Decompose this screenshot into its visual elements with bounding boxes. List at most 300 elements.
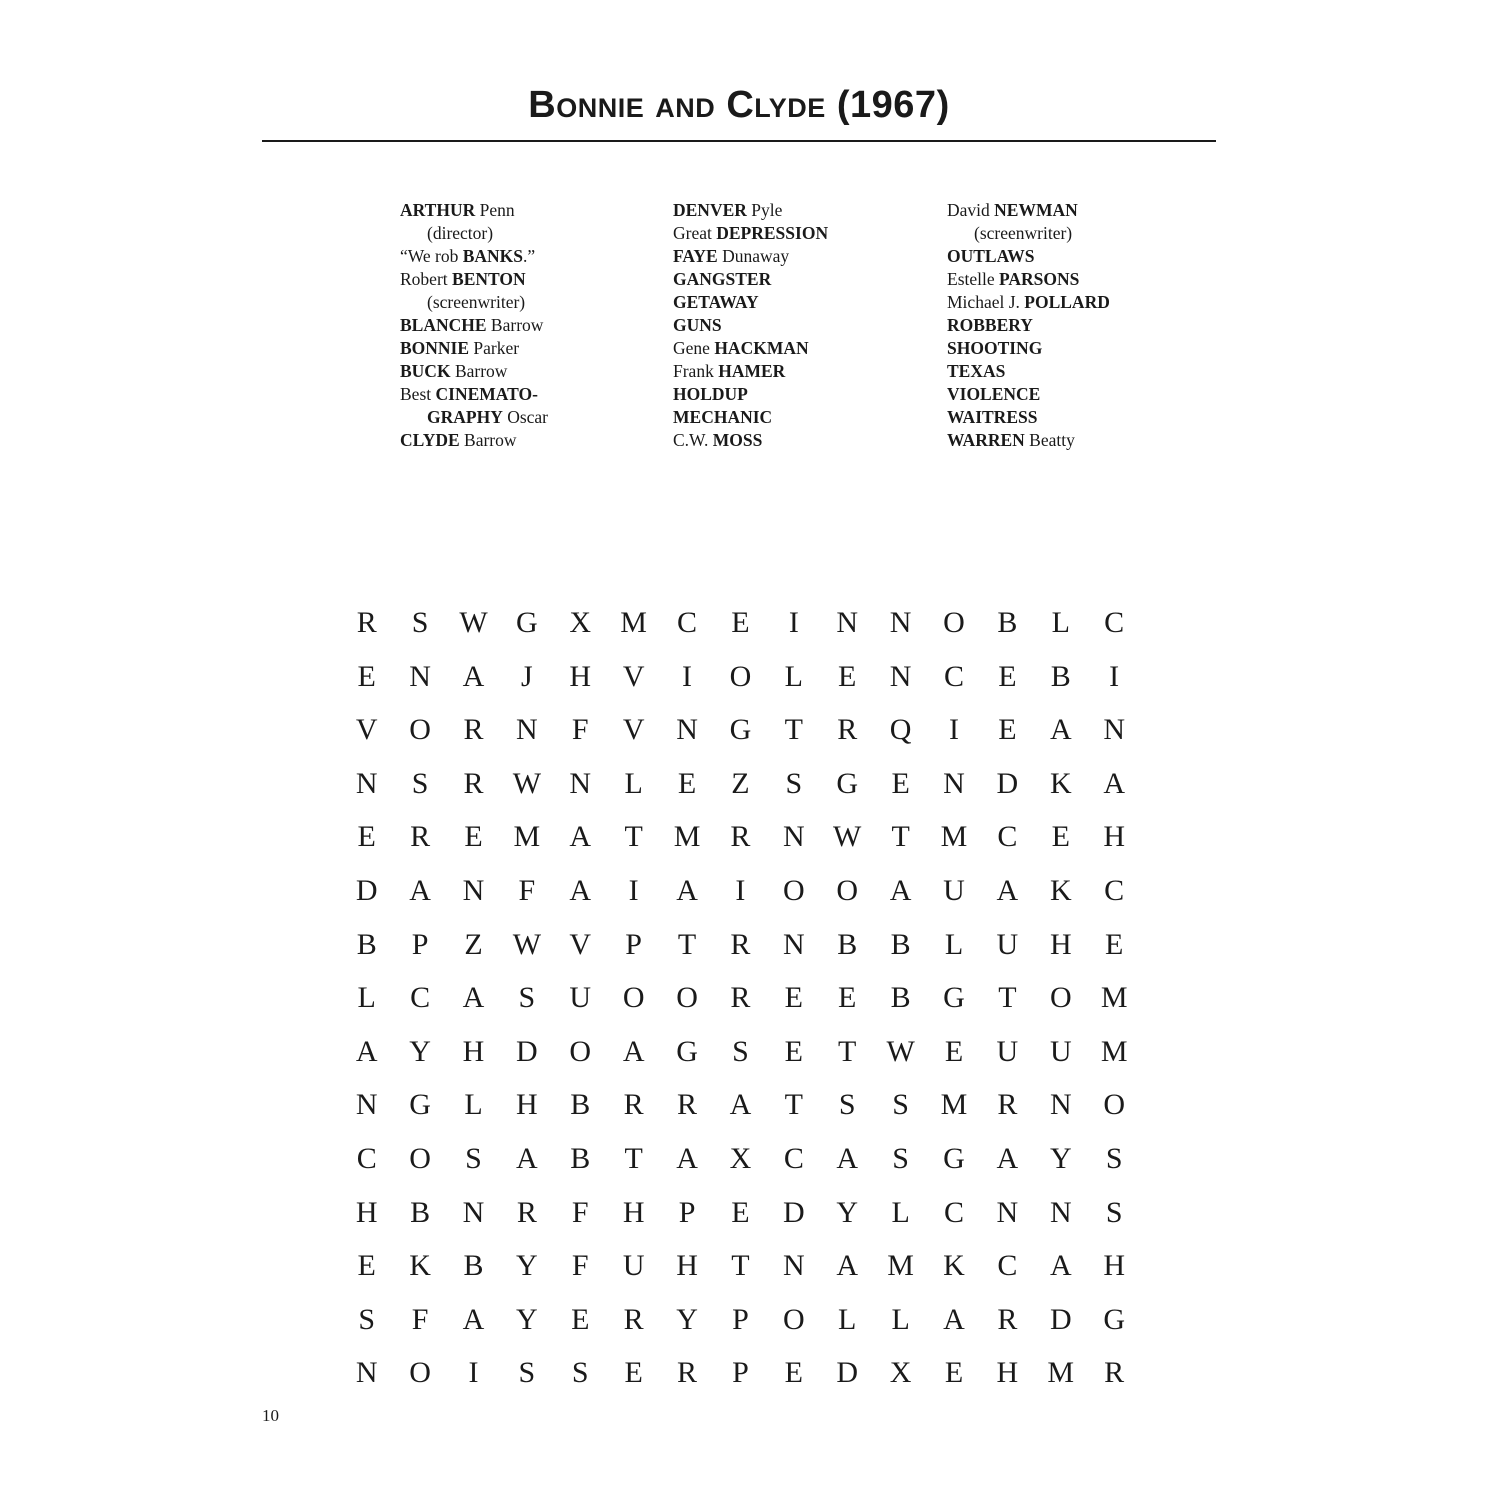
grid-letter: G <box>516 606 538 639</box>
grid-letter: A <box>1049 713 1072 747</box>
word-list-entry <box>673 337 933 360</box>
word-list-entry <box>947 360 1207 383</box>
grid-letter: O <box>409 713 431 747</box>
grid-letter: A <box>889 873 912 907</box>
word-list-entry <box>947 337 1207 360</box>
search-word: BONNIE <box>400 338 470 358</box>
grid-letter: R <box>677 1356 698 1390</box>
grid-letter: Q <box>889 713 912 747</box>
word-hint: Estelle <box>947 269 999 289</box>
search-word: ROBBERY <box>947 315 1033 335</box>
grid-letter: N <box>782 820 805 854</box>
grid-letter: I <box>628 873 639 907</box>
grid-letter: S <box>358 1302 376 1336</box>
grid-letter: E <box>944 1356 964 1390</box>
grid-letter: V <box>355 713 378 747</box>
grid-letter: L <box>624 766 643 800</box>
search-word: CLYDE <box>400 430 460 450</box>
grid-letter: N <box>516 713 538 747</box>
word-list-column-3 <box>947 199 1207 452</box>
grid-letter: N <box>889 659 912 693</box>
search-word: HACKMAN <box>714 338 809 358</box>
grid-letter: N <box>782 927 805 961</box>
word-hint: Pyle <box>746 200 783 220</box>
grid-letter: E <box>838 659 857 693</box>
grid-letter: R <box>410 820 431 854</box>
word-list-entry <box>400 245 660 268</box>
word-hint: Gene <box>673 338 715 358</box>
grid-letter: B <box>890 981 911 1015</box>
grid-letter: O <box>729 659 752 693</box>
word-hint: Great <box>673 223 717 243</box>
word-list-entry <box>673 383 933 406</box>
word-hint: Barrow <box>459 430 517 450</box>
word-list-entry <box>947 406 1207 429</box>
word-hint: (director) <box>427 223 494 243</box>
word-list-entry <box>673 222 933 245</box>
grid-letter: X <box>729 1141 752 1175</box>
grid-letter: Y <box>516 1302 538 1336</box>
word-list-entry <box>947 291 1207 314</box>
grid-letter: B <box>463 1249 484 1283</box>
search-word: NEWMAN <box>994 200 1078 220</box>
grid-letter: O <box>622 981 645 1015</box>
grid-letter: H <box>622 1195 645 1229</box>
grid-letter: D <box>836 1356 859 1390</box>
title-divider <box>262 140 1216 142</box>
grid-letter: I <box>948 713 959 747</box>
grid-letter: V <box>622 659 645 693</box>
word-hint: Barrow <box>450 361 508 381</box>
grid-letter: R <box>1104 1356 1125 1390</box>
grid-letter: L <box>357 981 376 1015</box>
grid-letter: U <box>1049 1034 1072 1068</box>
grid-letter: O <box>943 606 965 639</box>
grid-letter: B <box>570 1088 591 1122</box>
grid-letter: Y <box>676 1302 698 1336</box>
grid-letter: A <box>462 659 485 693</box>
grid-letter: H <box>1103 1249 1125 1283</box>
grid-letter: C <box>1104 873 1125 907</box>
search-word: OUTLAWS <box>947 246 1035 266</box>
grid-letter: E <box>624 1356 643 1390</box>
grid-letter: K <box>943 1249 965 1283</box>
word-hint: Penn <box>475 200 515 220</box>
grid-letter: R <box>356 606 377 639</box>
page-title: Bonnie and Clyde (1967) <box>528 84 950 126</box>
grid-letter: E <box>731 606 750 639</box>
grid-letter: E <box>838 981 857 1015</box>
grid-letter: D <box>516 1034 538 1068</box>
grid-letter: U <box>996 927 1019 961</box>
grid-letter: G <box>729 713 752 747</box>
word-list-column-1 <box>400 199 660 452</box>
word-hint: Parker <box>469 338 520 358</box>
grid-letter: G <box>943 1141 965 1175</box>
grid-letter: Z <box>464 927 483 961</box>
grid-letter: G <box>943 981 965 1015</box>
grid-letter: C <box>1104 606 1125 639</box>
word-list-entry <box>400 360 660 383</box>
grid-letter: H <box>462 1034 485 1068</box>
word-hint: “We rob <box>400 246 463 266</box>
grid-letter: I <box>682 659 693 693</box>
grid-letter: W <box>459 606 488 639</box>
word-list-entry <box>947 268 1207 291</box>
grid-letter: E <box>998 659 1017 693</box>
grid-letter: N <box>889 606 912 639</box>
grid-letter: E <box>357 820 376 854</box>
grid-letter: B <box>410 1195 431 1229</box>
grid-letter: R <box>997 1088 1018 1122</box>
grid-letter: E <box>677 766 697 800</box>
word-hint: (screenwriter) <box>974 223 1073 243</box>
word-list-entry <box>673 360 933 383</box>
grid-letter: M <box>673 820 701 854</box>
word-list-entry <box>400 337 660 360</box>
grid-letter: E <box>1105 927 1124 961</box>
grid-letter: Y <box>1049 1141 1072 1175</box>
grid-letter: G <box>409 1088 431 1122</box>
search-word: TEXAS <box>947 361 1006 381</box>
grid-letter: A <box>569 873 592 907</box>
grid-letter: U <box>943 873 965 907</box>
grid-letter: G <box>1103 1302 1125 1336</box>
grid-letter: T <box>784 713 803 747</box>
word-list-entry <box>400 429 660 452</box>
word-hint: (screenwriter) <box>427 292 526 312</box>
search-word: GUNS <box>673 315 722 335</box>
search-word: BUCK <box>400 361 451 381</box>
grid-letter: H <box>569 659 592 693</box>
word-hint: Oscar <box>502 407 549 427</box>
search-word: DENVER <box>673 200 747 220</box>
search-word: POLLARD <box>1024 292 1110 312</box>
grid-letter: T <box>624 1141 643 1175</box>
word-list-entry <box>673 268 933 291</box>
grid-letter: A <box>943 1302 965 1336</box>
grid-letter: E <box>891 766 910 800</box>
grid-letter: R <box>623 1302 644 1336</box>
search-word: VIOLENCE <box>947 384 1041 404</box>
search-word: GETAWAY <box>673 292 759 312</box>
grid-letter: R <box>837 713 858 747</box>
grid-letter: K <box>1049 873 1072 907</box>
grid-letter: T <box>784 1088 803 1122</box>
word-hint: Barrow <box>486 315 544 335</box>
word-list-entry <box>400 268 660 291</box>
word-list-entry <box>673 199 933 222</box>
grid-letter: C <box>677 606 698 639</box>
grid-letter: A <box>676 873 698 907</box>
search-word: BANKS <box>462 246 524 266</box>
grid-letter: L <box>891 1195 910 1229</box>
grid-letter: A <box>996 873 1019 907</box>
grid-letter: S <box>518 981 536 1015</box>
grid-letter: S <box>465 1141 482 1175</box>
word-list-entry <box>673 406 933 429</box>
grid-letter: S <box>571 1356 589 1390</box>
grid-letter: O <box>836 873 859 907</box>
grid-letter: C <box>783 1141 804 1175</box>
grid-letter: C <box>997 820 1018 854</box>
grid-letter: I <box>735 873 746 907</box>
grid-letter: R <box>997 1302 1018 1336</box>
grid-letter: O <box>1103 1088 1125 1122</box>
grid-letter: F <box>571 1249 589 1283</box>
grid-letter: H <box>516 1088 538 1122</box>
grid-letter: U <box>622 1249 645 1283</box>
grid-letter: X <box>569 606 592 639</box>
grid-letter: A <box>462 1302 485 1336</box>
grid-letter: B <box>570 1141 591 1175</box>
grid-letter: I <box>468 1356 479 1390</box>
word-list-entry <box>947 199 1207 222</box>
search-word: SHOOTING <box>947 338 1043 358</box>
grid-letter: E <box>571 1302 590 1336</box>
grid-letter: U <box>996 1034 1019 1068</box>
grid-letter: L <box>891 1302 910 1336</box>
word-hint: David <box>947 200 995 220</box>
grid-letter: S <box>411 606 429 639</box>
grid-letter: E <box>784 1356 803 1390</box>
grid-letter: L <box>838 1302 857 1336</box>
word-list-entry <box>947 429 1207 452</box>
grid-letter: I <box>788 606 799 639</box>
grid-letter: Z <box>731 766 750 800</box>
word-list-entry <box>947 245 1207 268</box>
word-list-entry <box>400 406 660 429</box>
grid-letter: N <box>1049 1195 1072 1229</box>
search-word: DEPRESSION <box>716 223 829 243</box>
search-word: PARSONS <box>999 269 1080 289</box>
word-list-column-2 <box>673 199 933 452</box>
grid-letter: P <box>411 927 429 961</box>
word-hint: Dunaway <box>717 246 790 266</box>
grid-letter: W <box>886 1034 915 1068</box>
search-word: FAYE <box>673 246 718 266</box>
grid-letter: Y <box>836 1195 859 1229</box>
grid-letter: N <box>1103 713 1125 747</box>
grid-letter: E <box>731 1195 750 1229</box>
grid-letter: O <box>409 1356 431 1390</box>
grid-letter: O <box>409 1141 431 1175</box>
word-list-entry <box>673 314 933 337</box>
grid-letter: N <box>355 766 378 800</box>
grid-letter: N <box>409 659 431 693</box>
grid-letter: A <box>836 1249 859 1283</box>
grid-letter: E <box>357 1249 376 1283</box>
grid-letter: A <box>1103 766 1125 800</box>
search-word: HAMER <box>718 361 786 381</box>
grid-letter: M <box>1100 1034 1128 1068</box>
grid-letter: J <box>521 659 533 693</box>
grid-letter: F <box>411 1302 429 1336</box>
grid-letter: S <box>1105 1141 1123 1175</box>
grid-letter: T <box>624 820 643 854</box>
grid-letter: N <box>355 1088 378 1122</box>
grid-letter: A <box>1049 1249 1072 1283</box>
grid-letter: L <box>464 1088 483 1122</box>
grid-letter: S <box>892 1141 909 1175</box>
grid-letter: A <box>996 1141 1019 1175</box>
grid-letter: B <box>997 606 1018 639</box>
grid-letter: I <box>1109 659 1120 693</box>
grid-letter: R <box>677 1088 698 1122</box>
word-list-entry <box>947 383 1207 406</box>
word-list-entry <box>400 222 660 245</box>
word-list-entry <box>673 291 933 314</box>
word-hint: .” <box>523 246 536 266</box>
word-list-entry <box>673 245 933 268</box>
grid-letter: M <box>940 820 968 854</box>
grid-letter: S <box>732 1034 749 1068</box>
grid-letter: F <box>571 1195 589 1229</box>
grid-letter: P <box>732 1356 749 1390</box>
grid-letter: K <box>409 1249 431 1283</box>
grid-letter: E <box>998 713 1017 747</box>
grid-letter: Y <box>409 1034 431 1068</box>
grid-letter: H <box>1103 820 1125 854</box>
grid-letter: T <box>891 820 910 854</box>
search-word: WARREN <box>947 430 1025 450</box>
grid-letter: M <box>1100 981 1128 1015</box>
search-word: CINEMATO- <box>435 384 538 404</box>
grid-letter: S <box>838 1088 856 1122</box>
grid-letter: O <box>782 1302 805 1336</box>
grid-letter: O <box>569 1034 592 1068</box>
word-list <box>0 199 1500 479</box>
grid-letter: E <box>944 1034 964 1068</box>
grid-letter: F <box>518 873 536 907</box>
grid-letter: A <box>516 1141 538 1175</box>
word-list-entry <box>947 222 1207 245</box>
grid-letter: O <box>1049 981 1072 1015</box>
word-search-grid <box>340 596 1140 1400</box>
grid-letter: D <box>996 766 1019 800</box>
grid-letter: N <box>676 713 698 747</box>
grid-letter: A <box>569 820 592 854</box>
grid-letter: V <box>569 927 592 961</box>
word-list-entry <box>400 383 660 406</box>
grid-letter: S <box>892 1088 909 1122</box>
grid-letter: N <box>462 1195 485 1229</box>
grid-letter: E <box>464 820 483 854</box>
grid-letter: O <box>676 981 698 1015</box>
grid-letter: A <box>622 1034 645 1068</box>
grid-letter: X <box>889 1356 912 1390</box>
search-word: WAITRESS <box>947 407 1038 427</box>
word-hint: C.W. <box>673 430 713 450</box>
search-word: ARTHUR <box>400 200 476 220</box>
grid-letter: S <box>411 766 429 800</box>
word-list-entry <box>947 314 1207 337</box>
grid-letter: T <box>998 981 1017 1015</box>
grid-letter: R <box>730 927 751 961</box>
page-number: 10 <box>262 1406 279 1425</box>
search-word: BENTON <box>452 269 526 289</box>
grid-letter: U <box>569 981 592 1015</box>
grid-letter: C <box>943 1195 964 1229</box>
grid-letter: F <box>571 713 589 747</box>
grid-letter: T <box>838 1034 857 1068</box>
grid-letter: B <box>890 927 911 961</box>
word-hint: Beatty <box>1024 430 1075 450</box>
grid-letter: W <box>512 766 542 800</box>
grid-letter: S <box>518 1356 536 1390</box>
grid-letter: N <box>1049 1088 1072 1122</box>
grid-letter: B <box>837 927 858 961</box>
grid-letter: E <box>784 981 803 1015</box>
grid-letter: S <box>1105 1195 1123 1229</box>
word-hint: Best <box>400 384 436 404</box>
grid-letter: Y <box>516 1249 538 1283</box>
grid-letter: K <box>1049 766 1072 800</box>
grid-letter: L <box>784 659 803 693</box>
grid-letter: E <box>784 1034 803 1068</box>
grid-letter: H <box>1049 927 1072 961</box>
grid-letter: T <box>731 1249 750 1283</box>
grid-letter: M <box>1047 1356 1075 1390</box>
grid-letter: D <box>355 873 378 907</box>
grid-letter: P <box>732 1302 749 1336</box>
grid-letter: N <box>782 1249 805 1283</box>
word-list-entry <box>673 429 933 452</box>
grid-letter: V <box>622 713 645 747</box>
grid-letter: N <box>569 766 592 800</box>
search-word: MOSS <box>712 430 763 450</box>
grid-letter: B <box>1050 659 1071 693</box>
grid-letter: L <box>1051 606 1070 639</box>
grid-letter: C <box>943 659 964 693</box>
grid-letter: R <box>463 766 484 800</box>
grid-letter: R <box>730 981 751 1015</box>
grid-letter: M <box>620 606 647 639</box>
grid-letter: A <box>409 873 431 907</box>
search-word: GRAPHY <box>427 407 503 427</box>
grid-letter: C <box>410 981 431 1015</box>
grid-letter: H <box>355 1195 378 1229</box>
grid-letter: A <box>676 1141 698 1175</box>
word-hint: Michael J. <box>947 292 1025 312</box>
grid-letter: S <box>785 766 803 800</box>
grid-letter: N <box>836 606 859 639</box>
grid-letter: A <box>462 981 485 1015</box>
grid-letter: M <box>887 1249 914 1283</box>
grid-letter: O <box>782 873 805 907</box>
word-list-entry <box>400 291 660 314</box>
grid-letter: R <box>623 1088 644 1122</box>
grid-letter: W <box>833 820 862 854</box>
grid-letter: R <box>730 820 751 854</box>
grid-letter: E <box>1051 820 1070 854</box>
grid-letter: D <box>782 1195 805 1229</box>
grid-letter: N <box>943 766 965 800</box>
grid-letter: B <box>356 927 377 961</box>
grid-letter: H <box>996 1356 1019 1390</box>
grid-letter: N <box>355 1356 378 1390</box>
grid-letter: A <box>355 1034 378 1068</box>
word-list-entry <box>400 314 660 337</box>
grid-letter: R <box>463 713 484 747</box>
grid-letter: C <box>356 1141 377 1175</box>
grid-letter: M <box>940 1088 968 1122</box>
grid-letter: W <box>512 927 542 961</box>
grid-letter: G <box>676 1034 698 1068</box>
grid-letter: M <box>513 820 541 854</box>
grid-letter: G <box>836 766 859 800</box>
grid-letter: N <box>462 873 485 907</box>
